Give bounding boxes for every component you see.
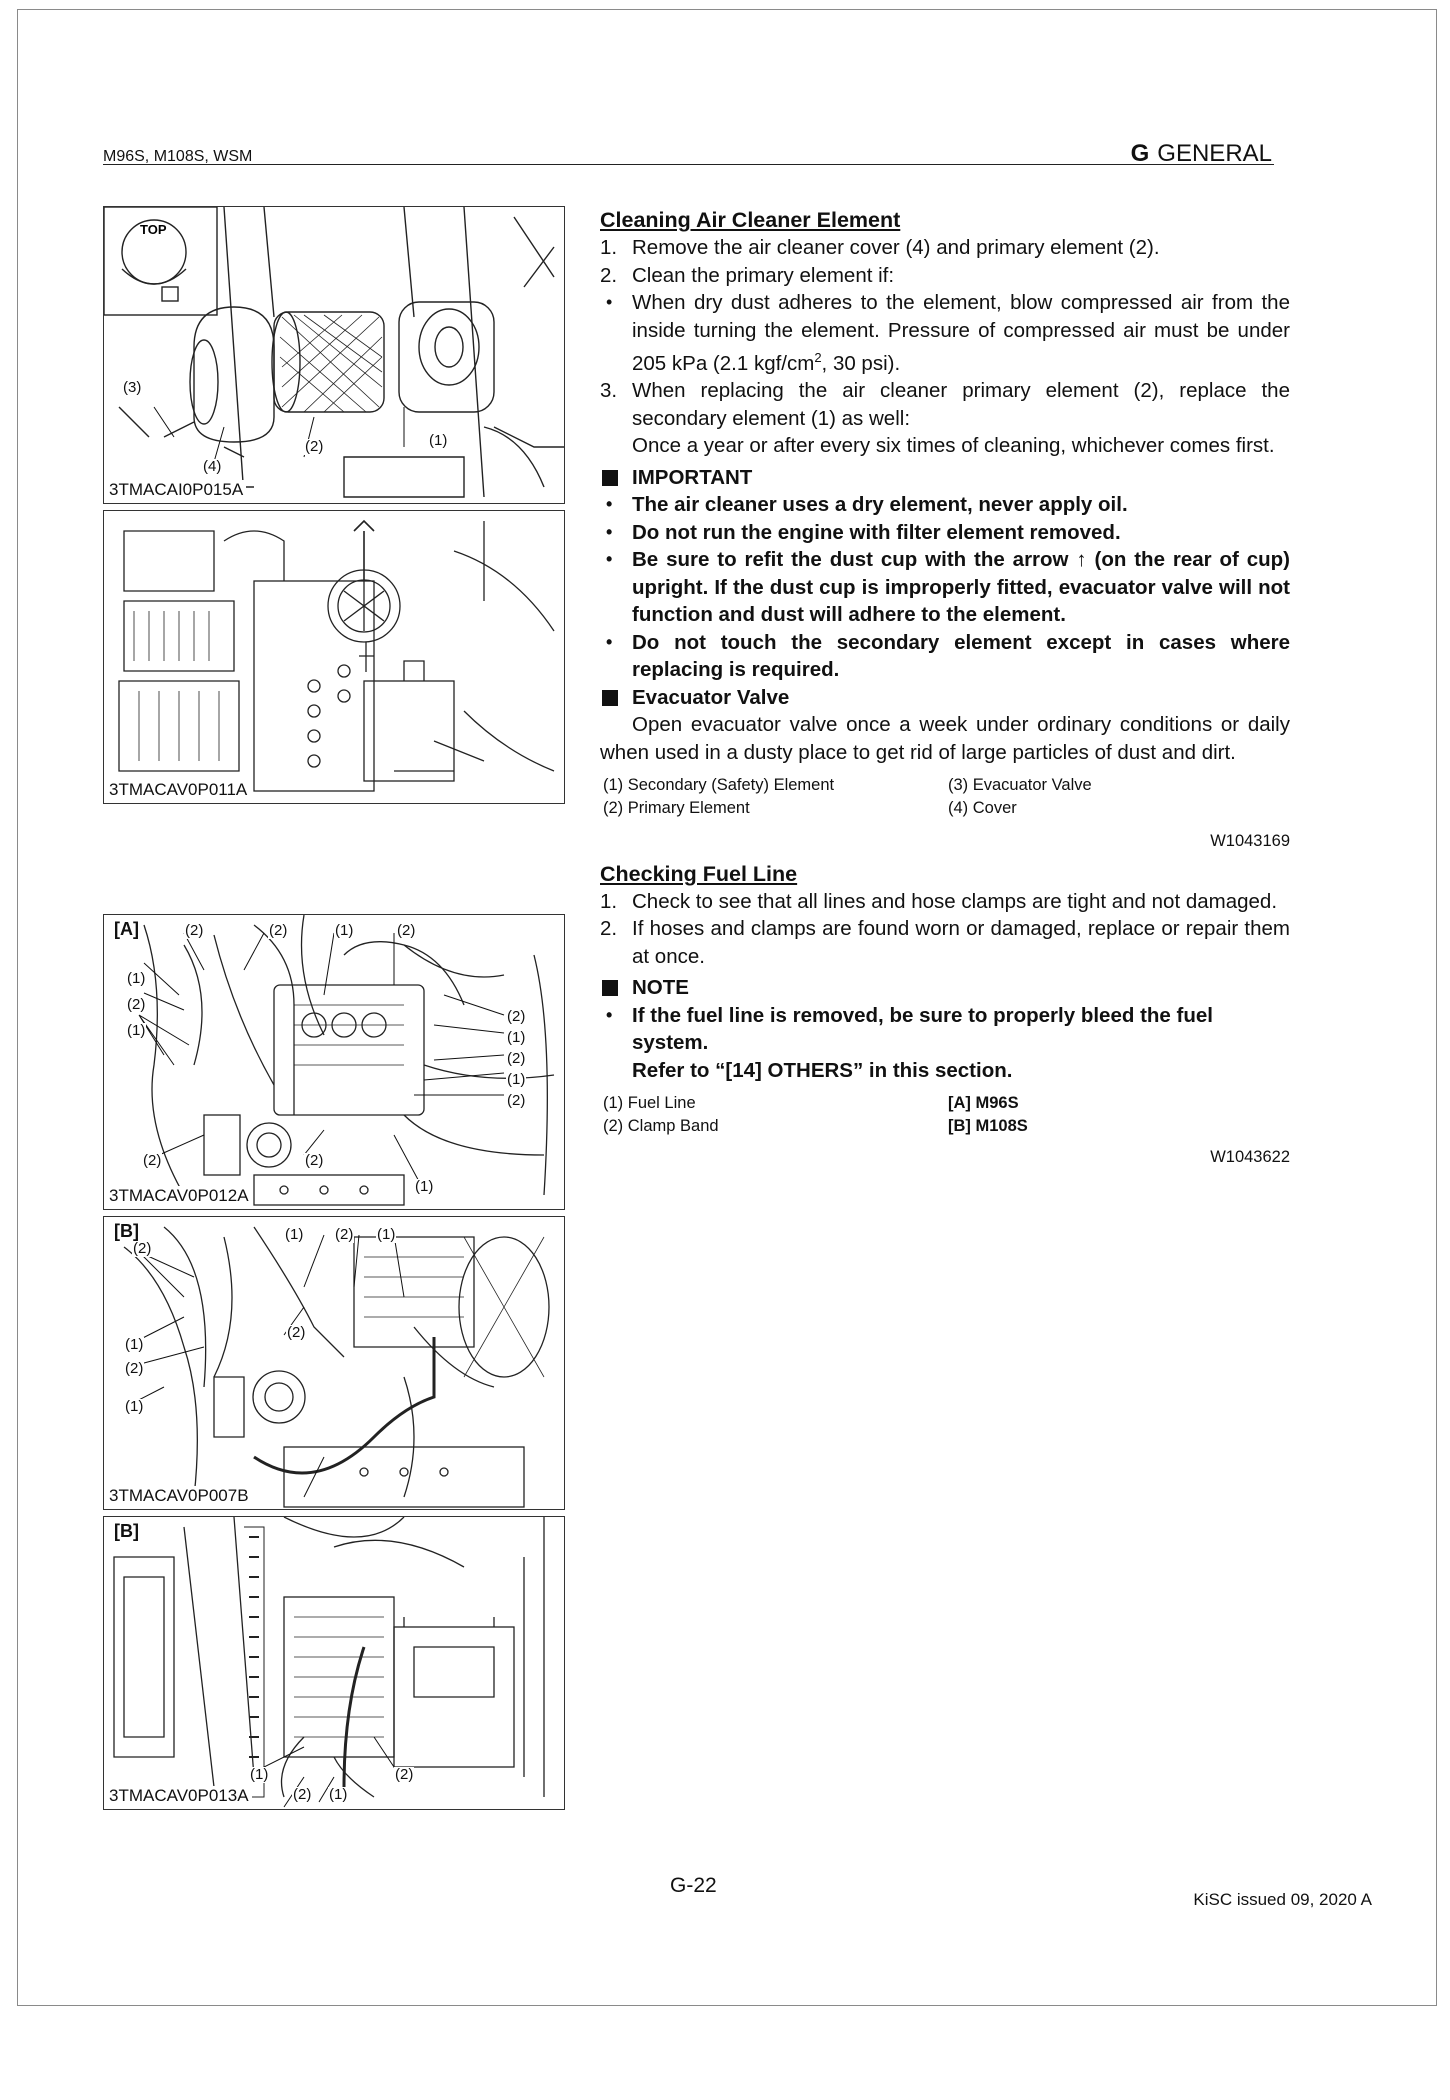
figure-code: 3TMACAV0P013A	[109, 1786, 252, 1806]
important-item	[600, 629, 1290, 684]
callout-2: (1)	[125, 1398, 144, 1415]
fuel-line-legend	[600, 1092, 1290, 1138]
legend-item: (1) Fuel Line	[603, 1094, 696, 1113]
figure-code: 3TMACAV0P011A	[109, 780, 250, 800]
note-title: NOTE	[632, 976, 689, 1000]
callout-2: (2)	[293, 1786, 312, 1803]
square-bullet-icon	[602, 690, 618, 706]
bullet-dot: •	[606, 292, 613, 312]
fuel-line-step-2	[600, 915, 1290, 970]
superscript: 2	[814, 350, 822, 365]
air-cleaner-bullet	[600, 289, 1290, 377]
bullet-dot: •	[606, 494, 613, 515]
figure-fuel-line-m108s-side	[103, 1516, 565, 1810]
issue-note: KiSC issued 09, 2020 A	[1193, 1890, 1372, 1909]
figure-tag: [B]	[114, 1221, 139, 1241]
important-heading	[600, 464, 1290, 492]
bullet-dot: •	[606, 549, 613, 570]
figure-code: 3TMACAV0P012A	[109, 1186, 252, 1206]
callout-1: (1)	[335, 922, 354, 939]
callout-2: (2)	[305, 1152, 324, 1169]
step-extra-text: Once a year or after every six times of cleaning, whichever comes first.	[632, 434, 1275, 458]
legend-item: (1) Secondary (Safety) Element	[603, 776, 835, 795]
step-number: 2.	[600, 917, 618, 941]
legend-item: (3) Evacuator Valve	[948, 776, 1092, 795]
legend-item: (2) Clamp Band	[603, 1117, 719, 1136]
text-column	[600, 206, 1290, 1172]
header-rule	[103, 164, 1274, 165]
figure-tag: [B]	[114, 1521, 139, 1541]
fuel-line-step-1	[600, 888, 1290, 916]
figure-code: 3TMACAV0P007B	[109, 1486, 252, 1506]
legend-item: [A] M96S	[948, 1094, 1019, 1113]
callout-2: (2)	[395, 1766, 414, 1783]
callout-2: (2)	[127, 996, 146, 1013]
callout-1: (1)	[329, 1786, 348, 1803]
bullet-dot: •	[606, 631, 613, 652]
important-text: Do not touch the secondary element except in cases where replacing is required.	[632, 630, 1290, 682]
legend-item: (2) Primary Element	[603, 799, 750, 818]
engine-side-drawing	[104, 511, 564, 803]
step-text: Check to see that all lines and hose clamps are tight and not damaged.	[632, 889, 1278, 913]
fuel-line-m96s-drawing	[104, 915, 564, 1209]
legend-item: [B] M108S	[948, 1117, 1028, 1136]
callout-3: (3)	[123, 379, 142, 396]
evacuator-text: Open evacuator valve once a week under ordinary conditions or daily when used in a dusty place to get rid of large particles of dust and dirt.	[600, 713, 1290, 764]
callout-2: (1)	[285, 1226, 304, 1243]
important-item	[600, 546, 1290, 629]
air-cleaner-step-3	[600, 377, 1290, 460]
callout-2: (1)	[377, 1226, 396, 1243]
step-number: 3.	[600, 379, 618, 403]
callout-2: (2)	[185, 922, 204, 939]
bullet-text	[632, 289, 1290, 377]
fuel-line-code: W1043622	[1210, 1148, 1290, 1167]
figure-code: 3TMACAI0P015A	[109, 480, 246, 500]
callout-1: (2)	[125, 1360, 144, 1377]
callout-1: (2)	[133, 1240, 152, 1257]
step-number: 1.	[600, 236, 618, 259]
step-number: 1.	[600, 889, 618, 913]
callout-1: (1)	[507, 1029, 526, 1046]
square-bullet-icon	[602, 980, 618, 996]
callout-4: (4)	[203, 458, 222, 475]
fuel-line-m108s-drawing	[104, 1217, 564, 1509]
pressure-text-end: , 30 psi).	[821, 351, 901, 375]
important-text: Be sure to refit the dust cup with the arrow ↑ (on the rear of cup) upright. If the dust cup is improperly fitted, evacuator valve will not function and dust will adhere to the element.	[632, 548, 1290, 627]
figure-fuel-line-m108s	[103, 1216, 565, 1510]
evacuator-title: Evacuator Valve	[632, 685, 790, 709]
figure-fuel-line-m96s	[103, 914, 565, 1210]
important-item	[600, 491, 1290, 519]
square-bullet-icon	[602, 470, 618, 486]
callout-2: (1)	[125, 1336, 144, 1353]
callout-2: (2)	[507, 1008, 526, 1025]
air-cleaner-legend	[600, 774, 1290, 820]
top-label: TOP	[140, 222, 167, 237]
step-number: 2.	[600, 263, 618, 287]
important-text: Do not run the engine with filter element removed.	[632, 520, 1121, 544]
note-item	[600, 1002, 1290, 1085]
bullet-dot: •	[606, 521, 613, 542]
callout-1: (2)	[335, 1226, 354, 1243]
note-text: If the fuel line is removed, be sure to properly bleed the fuel system.	[632, 1003, 1213, 1055]
callout-1: (1)	[429, 432, 448, 449]
step-text: Clean the primary element if:	[632, 263, 895, 287]
air-cleaner-step-1	[600, 234, 1290, 262]
callout-2: (2)	[305, 438, 324, 455]
callout-2: (2)	[507, 1050, 526, 1067]
figure-tag: [A]	[114, 919, 139, 939]
air-cleaner-drawing	[104, 207, 564, 503]
important-title: IMPORTANT	[632, 465, 753, 489]
manual-title: M96S, M108S, WSM	[103, 148, 253, 165]
callout-2: (2)	[143, 1152, 162, 1169]
air-cleaner-title: Cleaning Air Cleaner Element	[600, 208, 901, 232]
legend-item: (4) Cover	[948, 799, 1017, 818]
callout-2: (2)	[507, 1092, 526, 1109]
fuel-line-title: Checking Fuel Line	[600, 861, 798, 886]
page-number: G-22	[670, 1874, 717, 1897]
callout-2: (2)	[287, 1324, 306, 1341]
step-text: When replacing the air cleaner primary element (2), replace the secondary element (1) as well:	[632, 379, 1290, 430]
evacuator-heading	[600, 684, 1290, 712]
fuel-line-m108s-side-drawing	[104, 1517, 564, 1809]
air-cleaner-code: W1043169	[1210, 832, 1290, 851]
manual-page	[17, 9, 1437, 2006]
step-text: Remove the air cleaner cover (4) and primary element (2).	[632, 236, 1160, 259]
callout-1: (1)	[127, 970, 146, 987]
important-item	[600, 519, 1290, 547]
callout-1: (1)	[415, 1178, 434, 1195]
note-reference: Refer to “[14] OTHERS” in this section.	[632, 1058, 1013, 1082]
section-name: GENERAL	[1157, 140, 1272, 167]
figure-air-cleaner	[103, 206, 565, 504]
callout-1: (1)	[127, 1022, 146, 1039]
note-heading	[600, 974, 1290, 1002]
callout-1: (1)	[250, 1766, 269, 1783]
pressure-text: When dry dust adheres to the element, blow compressed air from the inside turning the element. Pressure of compressed air must be under 205 kPa (2.1 kgf/cm	[632, 291, 1290, 375]
section-letter: G	[1130, 140, 1150, 167]
callout-2: (2)	[397, 922, 416, 939]
important-text: The air cleaner uses a dry element, never apply oil.	[632, 493, 1128, 517]
callout-2: (2)	[269, 922, 288, 939]
bullet-dot: •	[606, 1004, 613, 1025]
callout-1: (1)	[507, 1071, 526, 1088]
air-cleaner-step-2	[600, 262, 1290, 290]
step-text: If hoses and clamps are found worn or damaged, replace or repair them at once.	[632, 917, 1290, 968]
figure-engine-side	[103, 510, 565, 804]
